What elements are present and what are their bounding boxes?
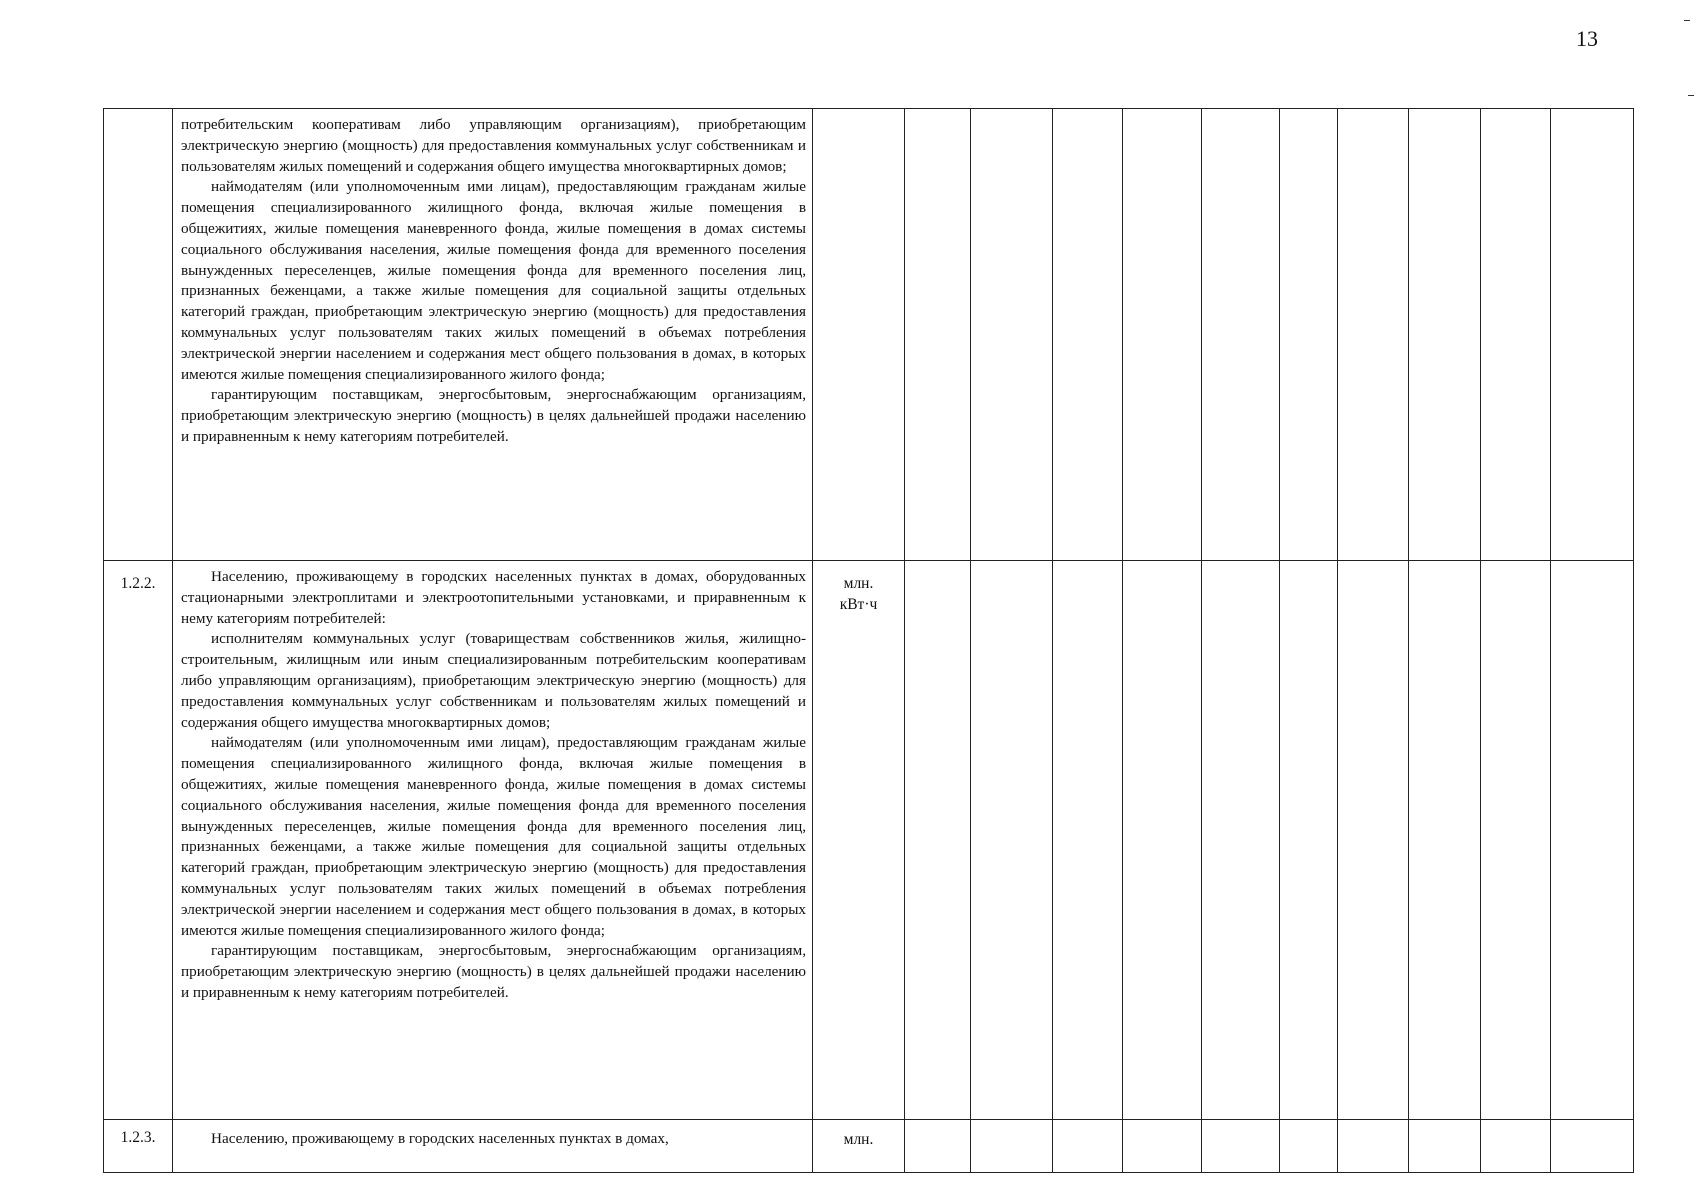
value-cell <box>1338 109 1409 561</box>
unit-label: кВт·ч <box>839 596 878 613</box>
description-paragraph: исполнителям коммунальных услуг (товариществам собственников жилья, жилищно-строительным, жилищным или иным специализированным потребительским кооперативам либо управляющим организациям), приобретающим электрическую энергию (мощность) для предоставления коммунальных услуг собственникам и пользователям жилых помещений и содержания общего имущества многоквартирных домов; <box>181 630 806 731</box>
page-number: 13 <box>1576 26 1598 51</box>
value-cell <box>1202 1120 1280 1173</box>
value-cell <box>1280 1120 1338 1173</box>
value-cell <box>1280 561 1338 1120</box>
row-description-cell <box>173 1120 813 1173</box>
value-cell <box>1481 1120 1551 1173</box>
value-cell <box>1338 1120 1409 1173</box>
description-paragraph: гарантирующим поставщикам, энергосбытовым, энергоснабжающим организациям, приобретающим электрическую энергию (мощность) в целях дальнейшей продажи населению и приравненным к нему категориям потребителей. <box>181 942 806 1001</box>
value-cell <box>1409 109 1481 561</box>
row-number-cell: 1.2.3. <box>104 1120 173 1173</box>
value-cell <box>1338 561 1409 1120</box>
value-cell <box>905 561 971 1120</box>
value-cell <box>1280 109 1338 561</box>
unit-cell <box>813 561 905 1120</box>
unit-label: млн. <box>843 1131 874 1148</box>
value-cell <box>1551 109 1634 561</box>
table-row <box>104 561 1634 1120</box>
document-table <box>103 108 1634 1173</box>
row-description-cell <box>173 109 813 561</box>
value-cell <box>971 1120 1053 1173</box>
value-cell <box>971 561 1053 1120</box>
row-number-cell: 1.2.2. <box>104 561 173 1120</box>
value-cell <box>1123 109 1202 561</box>
unit-cell <box>813 1120 905 1173</box>
margin-mark <box>1684 20 1690 21</box>
value-cell <box>1481 109 1551 561</box>
description-paragraph: потребительским кооперативам либо управляющим организациям), приобретающим электрическую энергию (мощность) для предоставления коммунальных услуг собственникам и пользователям жилых помещений и содержания общего имущества многоквартирных домов; <box>181 116 806 175</box>
value-cell <box>1481 561 1551 1120</box>
value-cell <box>1123 1120 1202 1173</box>
table-row <box>104 1120 1634 1173</box>
description-paragraph: Населению, проживающему в городских населенных пунктах в домах, оборудованных стационарными электроплитами и электроотопительными установками, и приравненным к нему категориям потребителей: <box>181 568 806 627</box>
description-paragraph: наймодателям (или уполномоченным ими лицам), предоставляющим гражданам жилые помещения специализированного жилищного фонда, включая жилые помещения в общежитиях, жилые помещения маневренного фонда, жилые помещения в домах системы социального обслуживания населения, жилые помещения фонда для временного поселения вынужденных переселенцев, жилые помещения фонда для временного поселения лиц, признанных беженцами, а также жилые помещения для социальной защиты отдельных категорий граждан, приобретающим электрическую энергию (мощность) для предоставления коммунальных услуг пользователям таких жилых помещений в объемах потребления электрической энергии населением и содержания мест общего пользования в домах, в которых имеются жилые помещения специализированного жилого фонда; <box>181 178 806 383</box>
value-cell <box>1202 561 1280 1120</box>
unit-cell <box>813 109 905 561</box>
value-cell <box>1123 561 1202 1120</box>
value-cell <box>1409 1120 1481 1173</box>
unit-label: млн. <box>843 575 874 592</box>
description-paragraph: гарантирующим поставщикам, энергосбытовым, энергоснабжающим организациям, приобретающим электрическую энергию (мощность) в целях дальнейшей продажи населению и приравненным к нему категориям потребителей. <box>181 386 806 445</box>
table-row <box>104 109 1634 561</box>
value-cell <box>1053 109 1123 561</box>
value-cell <box>971 109 1053 561</box>
row-number-cell <box>104 109 173 561</box>
value-cell <box>1053 561 1123 1120</box>
description-paragraph: Населению, проживающему в городских населенных пунктах в домах, <box>211 1130 669 1147</box>
value-cell <box>1551 1120 1634 1173</box>
value-cell <box>905 1120 971 1173</box>
value-cell <box>1202 109 1280 561</box>
value-cell <box>905 109 971 561</box>
margin-mark <box>1688 95 1694 96</box>
value-cell <box>1551 561 1634 1120</box>
value-cell <box>1053 1120 1123 1173</box>
description-paragraph: наймодателям (или уполномоченным ими лицам), предоставляющим гражданам жилые помещения специализированного жилищного фонда, включая жилые помещения в общежитиях, жилые помещения маневренного фонда, жилые помещения в домах системы социального обслуживания населения, жилые помещения фонда для временного поселения вынужденных переселенцев, жилые помещения фонда для временного поселения лиц, признанных беженцами, а также жилые помещения для социальной защиты отдельных категорий граждан, приобретающим электрическую энергию (мощность) для предоставления коммунальных услуг пользователям таких жилых помещений в объемах потребления электрической энергии населением и содержания мест общего пользования в домах, в которых имеются жилые помещения специализированного жилого фонда; <box>181 734 806 939</box>
row-description-cell <box>173 561 813 1120</box>
value-cell <box>1409 561 1481 1120</box>
